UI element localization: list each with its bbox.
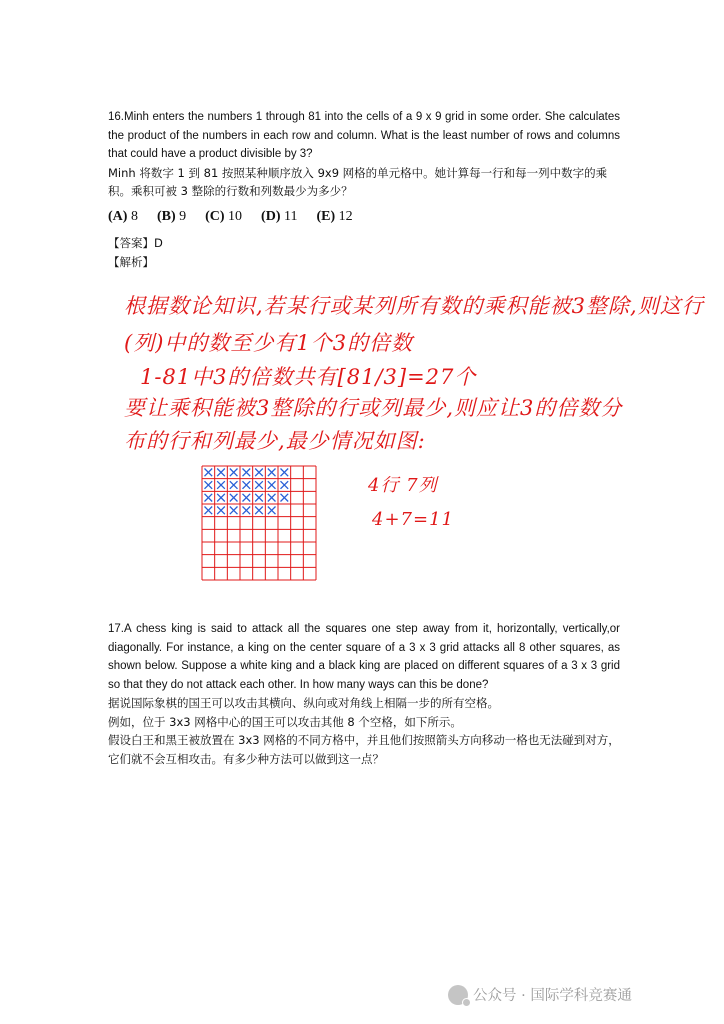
- x-mark: [281, 469, 289, 477]
- x-mark: [281, 481, 289, 489]
- choice-b: (B) 9: [156, 208, 187, 224]
- q16-choices: [108, 208, 620, 227]
- handwritten-line-2: (列)中的数至少有1个3的倍数: [124, 331, 414, 355]
- q16-text-en: 16.Minh enters the numbers 1 through 81 into the cells of a 9 x 9 grid in some order. She calculates the product of the numbers in each row and column. What is the least number of rows and columns that could have a product divisible by 3?: [108, 111, 620, 160]
- question-17: [108, 620, 620, 768]
- side-note-sum: 4+7=11: [372, 509, 454, 530]
- x-mark: [243, 507, 251, 515]
- question-16: [108, 108, 620, 271]
- x-mark: [205, 481, 213, 489]
- choice-c: (C) 10: [205, 208, 243, 224]
- x-mark: [205, 494, 213, 502]
- x-mark: [255, 481, 263, 489]
- choice-d: (D) 11: [261, 208, 298, 224]
- analysis-tag: 【解析】: [108, 254, 154, 269]
- q17-text-zh-2: 例如，位于 3x3 网格中心的国王可以攻击其他 8 个空格，如下所示。: [108, 714, 462, 729]
- x-mark: [205, 507, 213, 515]
- x-mark: [217, 469, 225, 477]
- answer-tag: 【答案】D: [108, 236, 163, 250]
- x-mark: [230, 507, 238, 515]
- x-mark: [255, 507, 263, 515]
- x-mark: [230, 494, 238, 502]
- handwritten-line-4: 要让乘积能被3整除的行或列最少,则应让3的倍数分: [124, 396, 623, 420]
- x-mark: [217, 494, 225, 502]
- x-mark: [255, 494, 263, 502]
- q16-text-zh: Minh 将数字 1 到 81 按照某种顺序放入 9x9 网格的单元格中。她计算每一行和每一列中数字的乘积。乘积可被 3 整除的行数和列数最少为多少？: [108, 165, 608, 198]
- x-mark: [268, 481, 276, 489]
- x-mark: [217, 507, 225, 515]
- choice-e: (E) 12: [316, 208, 353, 224]
- x-mark: [255, 469, 263, 477]
- x-mark: [268, 507, 276, 515]
- handwritten-line-5: 布的行和列最少,最少情况如图:: [124, 429, 426, 453]
- watermark-text: 公众号 · 国际学科竞赛通: [473, 988, 632, 1004]
- x-mark: [268, 469, 276, 477]
- handwritten-grid: [201, 465, 317, 586]
- handwritten-line-1: 根据数论知识,若某行或某列所有数的乘积能被3整除,则这行: [124, 294, 704, 318]
- choice-a: (A) 8: [108, 208, 138, 224]
- x-mark: [243, 469, 251, 477]
- x-mark: [243, 481, 251, 489]
- x-mark: [243, 494, 251, 502]
- x-mark: [230, 481, 238, 489]
- x-mark: [217, 481, 225, 489]
- x-mark: [281, 494, 289, 502]
- side-note-rows-cols: 4行 7列: [368, 475, 438, 496]
- q17-text-en: 17.A chess king is said to attack all the squares one step away from it, horizontally, vertically,or diagonally. For instance, a king on the center square of a 3 x 3 grid attacks all 8 other squares, as shown below. Suppose a white king and a black king are placed on different squares of a 3 x 3 grid so that they do not attack each other. In how many ways can this be done?: [108, 623, 620, 691]
- handwritten-line-3: 1-81中3的倍数共有[81/3]=27个: [140, 365, 477, 389]
- q17-text-zh-3: 假设白王和黑王被放置在 3x3 网格的不同方格中，并且他们按照箭头方向移动一格也无法碰到对方，它们就不会互相攻击。有多少种方法可以做到这一点？: [108, 733, 620, 766]
- wechat-icon: [448, 985, 468, 1005]
- watermark: [448, 984, 632, 1005]
- q17-text-zh-1: 据说国际象棋的国王可以攻击其横向、纵向或对角线上相隔一步的所有空格。: [108, 696, 499, 710]
- x-mark: [205, 469, 213, 477]
- x-mark: [230, 469, 238, 477]
- grid-9x9: [201, 465, 317, 581]
- x-mark: [268, 494, 276, 502]
